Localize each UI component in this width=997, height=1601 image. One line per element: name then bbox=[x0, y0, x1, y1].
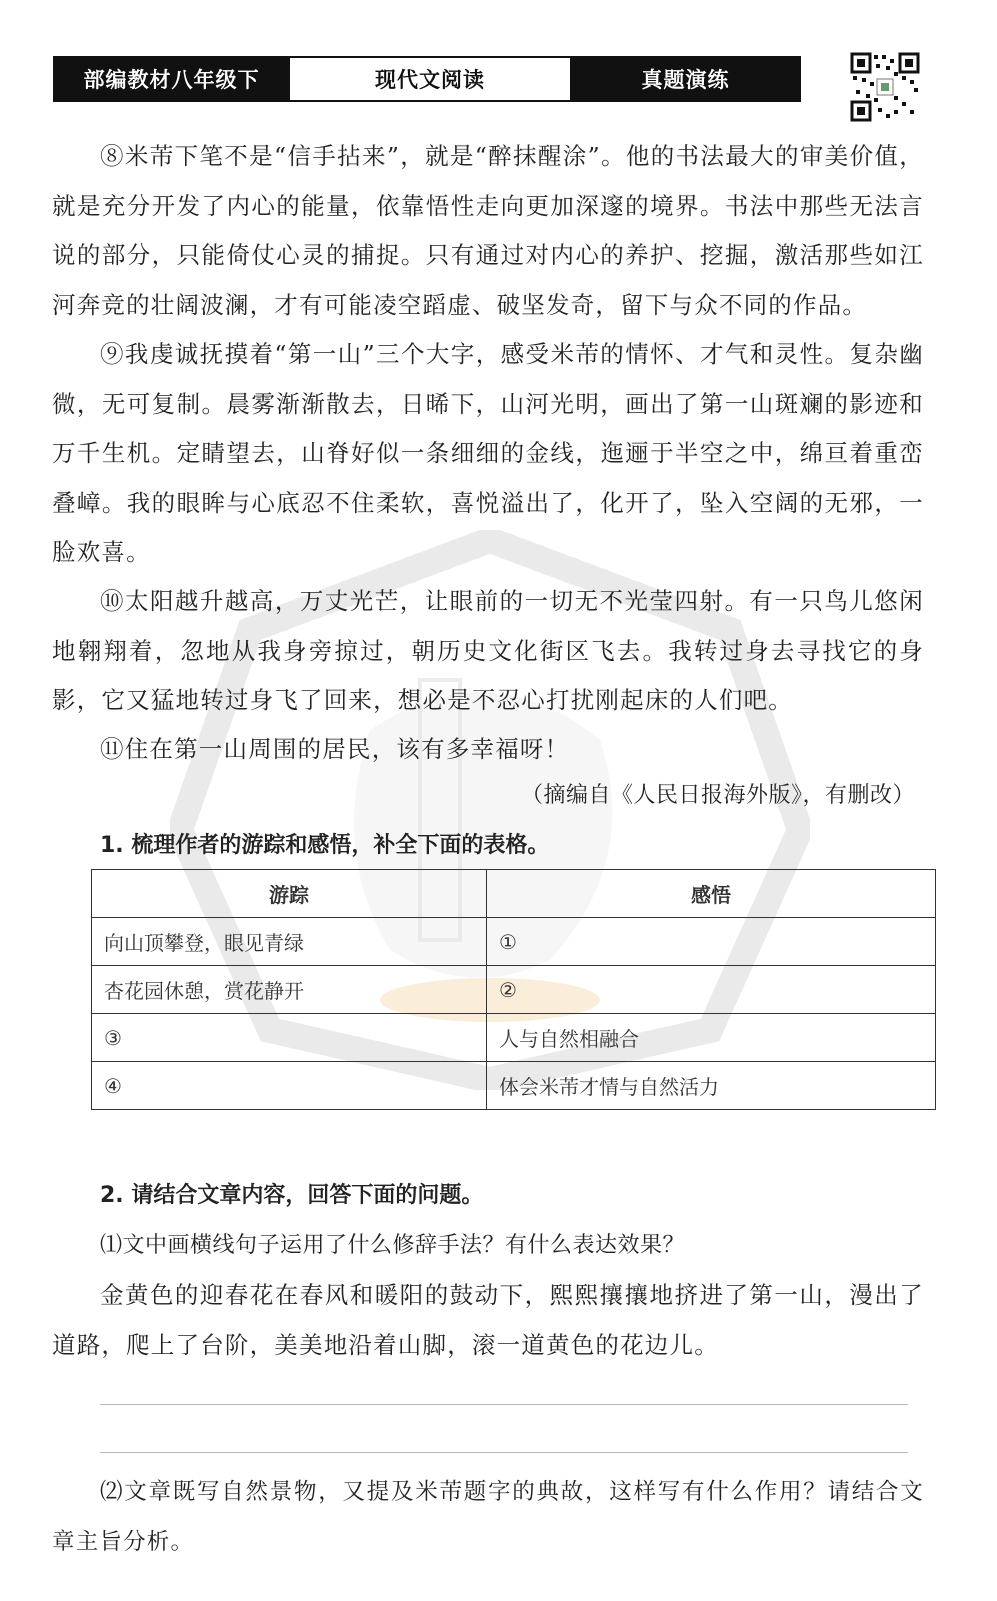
table-cell-answer-slot[interactable]: ③ bbox=[92, 1014, 487, 1062]
answer-line[interactable] bbox=[100, 1452, 908, 1453]
table-header-route: 游踪 bbox=[92, 870, 487, 918]
header-section-title: 现代文阅读 bbox=[288, 58, 572, 100]
question-2-quote: 金黄色的迎春花在春风和暖阳的鼓动下，熙熙攘攘地挤进了第一山，漫出了道路，爬上了台阶，美美地沿着山脚，滚一道黄色的花边儿。 bbox=[52, 1281, 924, 1359]
paragraph-10: ⑩太阳越升越高，万丈光芒，让眼前的一切无不光莹四射。有一只鸟儿悠闲地翱翔着，忽地从我身旁掠过，朝历史文化街区飞去。我转过身去寻找它的身影，它又猛地转过身飞了回来，想必是不忍心打扰刚起床的人们吧。 bbox=[52, 587, 924, 714]
paragraph-9: ⑨我虔诚抚摸着“第一山”三个大字，感受米芾的情怀、才气和灵性。复杂幽微，无可复制。晨雾渐渐散去，日晞下，山河光明，画出了第一山斑斓的影迹和万千生机。定睛望去，山脊好似一条细细的金线，迤逦于半空之中，绵亘着重峦叠嶂。我的眼眸与心底忍不住柔软，喜悦溢出了，化开了，坠入空阔的无邪，一脸欢喜。 bbox=[52, 340, 924, 566]
table-row bbox=[92, 1014, 936, 1062]
question-2-sub-1: ⑴文中画横线句子运用了什么修辞手法？有什么表达效果？ bbox=[100, 1233, 686, 1258]
header-bar bbox=[53, 56, 801, 102]
answer-line[interactable] bbox=[100, 1404, 908, 1405]
source-citation: （摘编自《人民日报海外版》，有删改） bbox=[520, 783, 915, 808]
table-cell: 杏花园休憩，赏花静开 bbox=[92, 966, 487, 1014]
paragraph-11: ⑪住在第一山周围的居民，该有多幸福呀！ bbox=[100, 735, 570, 763]
qr-code-icon[interactable] bbox=[850, 52, 920, 122]
table-header-row bbox=[92, 870, 936, 918]
table-row bbox=[92, 1062, 936, 1110]
header-textbook-label: 部编教材八年级下 bbox=[55, 58, 288, 100]
paragraph-8: ⑧米芾下笔不是“信手拈来”，就是“醉抹醒涂”。他的书法最大的审美价值，就是充分开发了内心的能量，依靠悟性走向更加深邃的境界。书法中那些无法言说的部分，只能倚仗心灵的捕捉。只有通过对内心的养护、挖掘，激活那些如江河奔竞的壮阔波澜，才有可能凌空蹈虚、破坚发奇，留下与众不同的作品。 bbox=[52, 142, 924, 319]
table-header-insight: 感悟 bbox=[487, 870, 936, 918]
table-cell-answer-slot[interactable]: ① bbox=[487, 918, 936, 966]
table-cell-answer-slot[interactable]: ② bbox=[487, 966, 936, 1014]
table-cell-answer-slot[interactable]: ④ bbox=[92, 1062, 487, 1110]
table-cell: 向山顶攀登，眼见青绿 bbox=[92, 918, 487, 966]
header-practice-label: 真题演练 bbox=[572, 58, 799, 100]
table-cell: 人与自然相融合 bbox=[487, 1014, 936, 1062]
table-cell: 体会米芾才情与自然活力 bbox=[487, 1062, 936, 1110]
table-row bbox=[92, 966, 936, 1014]
table-row bbox=[92, 918, 936, 966]
answer-table bbox=[91, 869, 936, 1110]
question-2-title: 2. 请结合文章内容，回答下面的问题。 bbox=[100, 1183, 484, 1208]
question-2-sub-2: ⑵文章既写自然景物，又提及米芾题字的典故，这样写有什么作用？请结合文章主旨分析。 bbox=[52, 1479, 924, 1555]
question-1-title: 1. 梳理作者的游踪和感悟，补全下面的表格。 bbox=[100, 833, 550, 858]
